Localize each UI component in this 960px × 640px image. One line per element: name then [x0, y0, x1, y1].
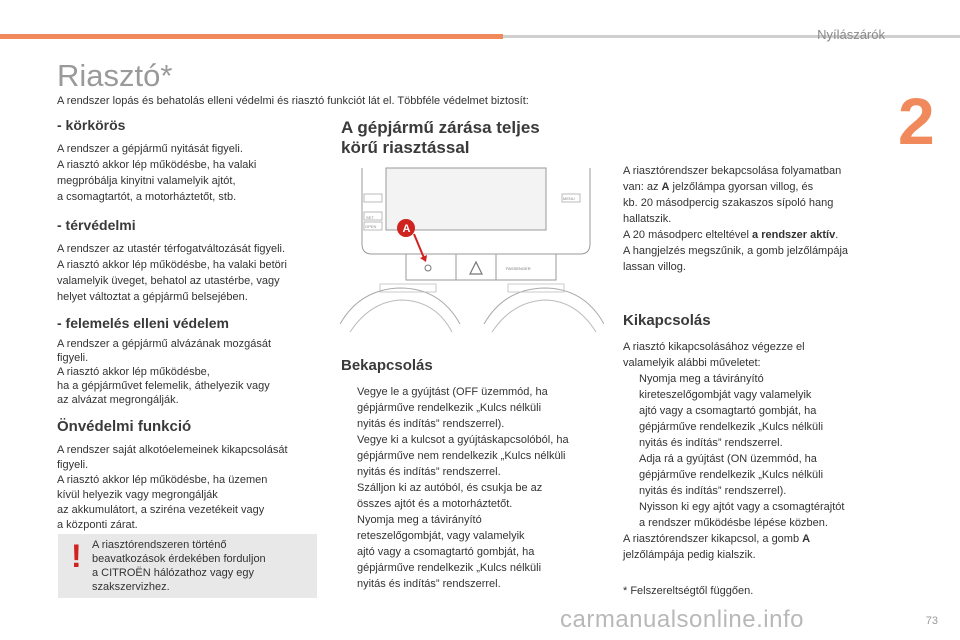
text-line: A riasztó kikapcsolásához végezze el	[623, 341, 805, 353]
text-line: az akkumulátort, a szirénа vezetékeit vagy	[57, 504, 265, 516]
bullet-icon	[341, 432, 357, 480]
text-line: figyeli.	[57, 459, 89, 471]
text-line: Vegye ki a kulcsot a gyújtáskapcsolóból, ha	[357, 434, 569, 446]
text-line: gépjárműve nem rendelkezik „Kulcs nélküli	[357, 450, 566, 462]
text-line: nyitás és indítás” rendszerrel.	[357, 466, 501, 478]
watermark: carmanualsonline.info	[560, 606, 804, 633]
bullet-icon	[623, 371, 639, 451]
menu-label: MENU	[563, 196, 575, 201]
text-line: A riasztó akkor lép működésbe, ha valaki betöri	[57, 259, 287, 271]
heading-volumetric: - térvédelmi	[57, 217, 136, 233]
passenger-label: PASSENGER	[506, 266, 531, 271]
text-line: reteszelőgombját, vagy valamelyik	[357, 530, 525, 542]
bullet-icon	[341, 384, 357, 432]
text-line: nyitás és indítás” rendszerrel).	[357, 418, 505, 430]
warning-text	[92, 538, 307, 594]
list-item	[623, 499, 893, 531]
list-item	[623, 371, 893, 451]
text-line: jelzőlámpája pedig kialszik.	[623, 549, 756, 561]
right-column	[623, 163, 893, 599]
text-line: valamelyik üveget, behatol az utastérbe, vagy	[57, 275, 280, 287]
heading-perimeter: - körkörös	[57, 117, 126, 133]
footnote: * Felszereltségtől függően.	[623, 585, 754, 597]
indicator-letter: A	[661, 181, 670, 193]
text-run: A 20 másodperc elteltével	[623, 229, 753, 241]
text-run: .	[835, 229, 839, 241]
list-item	[341, 480, 606, 512]
warning-line: szakszervizhez.	[92, 581, 170, 593]
bullet-icon	[623, 499, 639, 531]
text-line: A rendszer az utastér térfogatváltozását figyeli.	[57, 243, 286, 255]
text-line: összes ajtót és a motorháztetőt.	[357, 498, 513, 510]
text-line: Nyomja meg a távirányító	[357, 514, 482, 526]
text-line: gépjárműve rendelkezik „Kulcs nélküli	[357, 402, 542, 414]
text-line: a csomagtartót, a motorháztetőt, stb.	[57, 191, 237, 203]
heading-locking-2: körű riasztással	[341, 138, 470, 157]
warning-icon: !	[71, 538, 82, 574]
text-line: valamelyik alábbi műveletet:	[623, 357, 761, 369]
text-line: a központi zárat.	[57, 519, 138, 531]
text-line: ajtó vagy a csomagtartó gombját, ha	[639, 405, 817, 417]
text-line: az alvázat megrongálják.	[57, 394, 179, 406]
page-title: Riasztó*	[57, 58, 173, 93]
text-line: ajtó vagy a csomagtartó gombját, ha	[357, 546, 535, 558]
list-item	[341, 432, 606, 480]
text-line: nyitás és indítás” rendszerrel.	[357, 578, 501, 590]
bullet-icon	[623, 451, 639, 499]
text-line: Szálljon ki az autóból, és csukja be az	[357, 482, 543, 494]
text-line: hallatszik.	[623, 213, 672, 225]
text-line: A rendszer a gépjármű nyitását figyeli.	[57, 143, 243, 155]
text-line: ha a gépjárművet felemelik, áthelyezik vagy	[57, 380, 270, 392]
text-line: A hangjelzés megszűnik, a gomb jelzőlámpája	[623, 245, 849, 257]
header-accent-bar	[0, 34, 503, 39]
text-line: lassan villog.	[623, 261, 686, 273]
set-label: SET	[366, 215, 374, 220]
heading-self-protection: Önvédelmi funkció	[57, 418, 192, 435]
text-line	[623, 227, 893, 243]
text-line: helyet változtat a gépjármű belsejében.	[57, 291, 248, 303]
heading-activation: Bekapcsolás	[341, 357, 433, 374]
text-line: A riasztórendszer bekapcsolása folyamatban	[623, 165, 842, 177]
text-line: Vegye le a gyújtást (OFF üzemmód, ha	[357, 386, 548, 398]
warning-box	[58, 534, 317, 598]
list-item	[341, 512, 606, 592]
text-line: figyeli.	[57, 352, 89, 364]
bullet-icon	[341, 512, 357, 592]
text-line: nyitás és indítás” rendszerrel).	[639, 485, 787, 497]
text-line: nyitás és indítás” rendszerrel.	[639, 437, 783, 449]
list-item	[341, 384, 606, 432]
text-line: A riasztó akkor lép működésbe,	[57, 366, 210, 378]
open-label: OPEN	[365, 224, 377, 229]
heading-locking: A gépjármű zárása teljes	[341, 118, 540, 137]
warning-line: A riasztórendszeren történő	[92, 539, 227, 551]
emphasis-text: a rendszer aktív	[752, 229, 836, 241]
text-line	[623, 179, 893, 195]
middle-heading	[341, 118, 611, 158]
text-run: jelzőlámpa gyorsan villog, és	[669, 181, 814, 193]
list-item	[623, 451, 893, 499]
activation-section	[341, 358, 606, 592]
text-line	[623, 531, 893, 547]
text-line: a rendszer működésbe lépése közben.	[639, 517, 828, 529]
heading-deactivation: Kikapcsolás	[623, 312, 711, 329]
intro-text: A rendszer lopás és behatolás elleni védelmi és riasztó funkciót lát el. Többféle védelmet biztosít:	[57, 95, 529, 107]
left-column	[57, 117, 319, 533]
warning-line: a CITROËN hálózathoz vagy egy	[92, 567, 255, 579]
text-run: A riasztórendszer kikapcsol, a gomb	[623, 533, 803, 545]
dashboard-illustration	[340, 164, 604, 342]
bullet-icon	[341, 480, 357, 512]
text-line: A rendszer a gépjármű alvázának mozgását	[57, 338, 272, 350]
text-line: Nyisson ki egy ajtót vagy a csomagtérajtót	[639, 501, 845, 513]
text-line: kireteszelőgombját vagy valamelyik	[639, 389, 812, 401]
text-line: A riasztó akkor lép működésbe, ha valaki	[57, 159, 257, 171]
callout-letter: A	[402, 223, 411, 235]
text-line: gépjárműve rendelkezik „Kulcs nélküli	[357, 562, 542, 574]
text-line: megpróbálja kinyitni valamelyik ajtót,	[57, 175, 236, 187]
section-name: Nyílászárók	[817, 27, 885, 42]
text-line: kb. 20 másodpercig szakaszos sípoló hang	[623, 197, 834, 209]
page-number: 73	[925, 615, 938, 627]
warning-line: beavatkozások érdekében forduljon	[92, 553, 266, 565]
header-rule	[503, 35, 960, 38]
text-line: gépjárműve rendelkezik „Kulcs nélküli	[639, 421, 824, 433]
text-line: A rendszer saját alkotóelemeinek kikapcsolását	[57, 444, 288, 456]
chapter-number: 2	[898, 84, 935, 158]
text-line: gépjárműve rendelkezik „Kulcs nélküli	[639, 469, 824, 481]
text-line: Adja rá a gyújtást (ON üzemmód, ha	[639, 453, 817, 465]
heading-anti-tilt: - felemelés elleni védelem	[57, 315, 229, 331]
text-line: Nyomja meg a távirányító	[639, 373, 764, 385]
text-run: van: az	[623, 181, 662, 193]
indicator-letter: A	[802, 533, 811, 545]
text-line: A riasztó akkor lép működésbe, ha üzemen	[57, 474, 268, 486]
text-line: kívül helyezik vagy megrongálják	[57, 489, 218, 501]
